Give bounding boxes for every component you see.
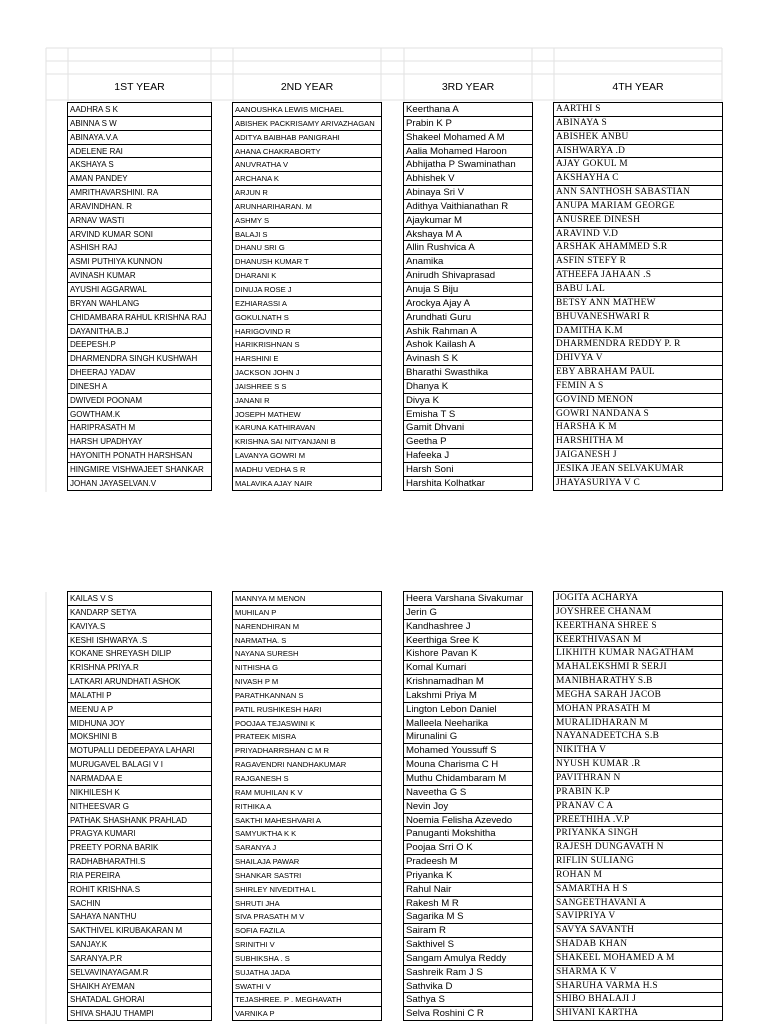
student-name-cell: Hafeeka J — [404, 449, 532, 463]
top-year1-column — [67, 102, 212, 491]
student-name-cell: SHIVANI KARTHA — [554, 1007, 722, 1021]
student-name-cell: Rakesh M R — [404, 897, 532, 911]
student-name-cell: NAYANADEETCHA S.B — [554, 730, 722, 744]
student-name-cell: PARATHKANNAN S — [233, 689, 381, 703]
student-name-cell: Noemia Felisha Azevedo — [404, 814, 532, 828]
student-name-cell: ARUNHARIHARAN. M — [233, 200, 381, 214]
student-name-cell: BALAJI S — [233, 228, 381, 242]
student-name-cell: Kishore Pavan K — [404, 647, 532, 661]
student-name-cell: RAJESH DUNGAVATH N — [554, 841, 722, 855]
student-name-cell: DHARMENDRA SINGH KUSHWAH — [68, 352, 211, 366]
student-name-cell: Sakthivel S — [404, 938, 532, 952]
student-name-cell: Mirunalini G — [404, 730, 532, 744]
student-name-cell: Dhanya K — [404, 380, 532, 394]
student-name-cell: SELVAVINAYAGAM.R — [68, 966, 211, 980]
student-name-cell: NARENDHIRAN M — [233, 620, 381, 634]
student-name-cell: SIVA PRASATH M V — [233, 910, 381, 924]
student-name-cell: SARANYA.P.R — [68, 952, 211, 966]
student-name-cell: SHARUHA VARMA H.S — [554, 980, 722, 994]
student-name-cell: Nevin Joy — [404, 800, 532, 814]
student-name-cell: KESHI ISHWARYA .S — [68, 634, 211, 648]
student-name-cell: Keerthana A — [404, 103, 532, 117]
student-name-cell: ASMI PUTHIYA KUNNON — [68, 255, 211, 269]
student-name-cell: DHEERAJ YADAV — [68, 366, 211, 380]
student-name-cell: Kandhashree J — [404, 620, 532, 634]
student-name-cell: JACKSON JOHN J — [233, 366, 381, 380]
student-name-cell: EZHIARASSI A — [233, 297, 381, 311]
student-name-cell: Jerin G — [404, 606, 532, 620]
student-name-cell: JOGITA ACHARYA — [554, 592, 722, 606]
student-name-cell: Emisha T S — [404, 408, 532, 422]
student-name-cell: RAJGANESH S — [233, 772, 381, 786]
student-name-cell: SAMYUKTHA K K — [233, 827, 381, 841]
student-name-cell: SAMARTHA H S — [554, 883, 722, 897]
student-name-cell: MAHALEKSHMI R SERJI — [554, 661, 722, 675]
student-name-cell: HARIPRASATH M — [68, 421, 211, 435]
student-name-cell: ATHEEFA JAHAAN .S — [554, 269, 722, 283]
student-name-cell: SANJAY.K — [68, 938, 211, 952]
student-name-cell: PREETHIHA .V.P — [554, 814, 722, 828]
student-name-cell: SAVYA SAVANTH — [554, 924, 722, 938]
student-name-cell: ARAVINDHAN. R — [68, 200, 211, 214]
student-name-cell: SHARMA K V — [554, 966, 722, 980]
student-name-cell: Panuganti Mokshitha — [404, 827, 532, 841]
student-name-cell: SUJATHA JADA — [233, 966, 381, 980]
student-name-cell: NITHEESVAR G — [68, 800, 211, 814]
student-name-cell: Muthu Chidambaram M — [404, 772, 532, 786]
student-name-cell: SHIBO BHALAJI J — [554, 993, 722, 1007]
student-name-cell: Shakeel Mohamed A M — [404, 131, 532, 145]
student-name-cell: DEEPESH.P — [68, 338, 211, 352]
student-name-cell: NIKHILESH K — [68, 786, 211, 800]
student-name-cell: Sairam R — [404, 924, 532, 938]
student-name-cell: MOHAN PRASATH M — [554, 703, 722, 717]
student-name-cell: NARMADAA E — [68, 772, 211, 786]
student-name-cell: KOKANE SHREYASH DILIP — [68, 647, 211, 661]
student-name-cell: ABISHEK PACKRISAMY ARIVAZHAGAN — [233, 117, 381, 131]
student-name-cell: HARIGOVIND R — [233, 325, 381, 339]
header-year3: 3RD YEAR — [441, 81, 495, 93]
student-name-cell: Pradeesh M — [404, 855, 532, 869]
student-name-cell: SHIVA SHAJU THAMPI — [68, 1007, 211, 1021]
student-name-cell: ANUPA MARIAM GEORGE — [554, 200, 722, 214]
student-name-cell: NARMATHA. S — [233, 634, 381, 648]
student-name-cell: Sagarika M S — [404, 910, 532, 924]
student-name-cell: DHANU SRI G — [233, 241, 381, 255]
student-name-cell: MURUGAVEL BALAGI V I — [68, 758, 211, 772]
student-name-cell: Divya K — [404, 394, 532, 408]
student-name-cell: NIKITHA V — [554, 744, 722, 758]
student-name-cell: PRIYADHARRSHAN C M R — [233, 744, 381, 758]
student-name-cell: AVINASH KUMAR — [68, 269, 211, 283]
student-name-cell: KRISHNA PRIYA.R — [68, 661, 211, 675]
header-year2: 2ND YEAR — [280, 81, 334, 93]
student-name-cell: Sathvika D — [404, 980, 532, 994]
student-name-cell: JHAYASURIYA V C — [554, 477, 722, 491]
student-name-cell: Geetha P — [404, 435, 532, 449]
student-name-cell: HARSHITHA M — [554, 435, 722, 449]
student-name-cell: ARCHANA K — [233, 172, 381, 186]
student-name-cell: Harshita Kolhatkar — [404, 477, 532, 491]
student-name-cell: SACHIN — [68, 897, 211, 911]
student-name-cell: DINESH A — [68, 380, 211, 394]
student-name-cell: AKSHAYA S — [68, 158, 211, 172]
student-name-cell: Lakshmi Priya M — [404, 689, 532, 703]
student-name-cell: AJAY GOKUL M — [554, 158, 722, 172]
student-name-cell: ARAVIND V.D — [554, 228, 722, 242]
student-name-cell: CHIDAMBARA RAHUL KRISHNA RAJ — [68, 311, 211, 325]
student-name-cell: SAVIPRIYA V — [554, 910, 722, 924]
student-name-cell: HARSH UPADHYAY — [68, 435, 211, 449]
student-name-cell: LAVANYA GOWRI M — [233, 449, 381, 463]
student-name-cell: MEENU A P — [68, 703, 211, 717]
student-name-cell: Prabin K P — [404, 117, 532, 131]
student-name-cell: Rahul Nair — [404, 883, 532, 897]
student-name-cell: Selva Roshini C R — [404, 1007, 532, 1021]
student-name-cell: Anuja S Biju — [404, 283, 532, 297]
student-name-cell: Mouna Charisma C H — [404, 758, 532, 772]
student-name-cell: Sangam Amulya Reddy — [404, 952, 532, 966]
student-name-cell: PRATEEK MISRA — [233, 730, 381, 744]
bottom-year1-column — [67, 591, 212, 1021]
student-name-cell: EBY ABRAHAM PAUL — [554, 366, 722, 380]
student-name-cell: BABU LAL — [554, 283, 722, 297]
student-name-cell: Anamika — [404, 255, 532, 269]
student-name-cell: Abinaya Sri V — [404, 186, 532, 200]
student-name-cell: DHARANI K — [233, 269, 381, 283]
student-name-cell: Akshaya M A — [404, 228, 532, 242]
student-name-cell: DWIVEDI POONAM — [68, 394, 211, 408]
student-name-cell: JAIGANESH J — [554, 449, 722, 463]
student-name-cell: Mohamed Youssuff S — [404, 744, 532, 758]
student-name-cell: Ashok Kailash A — [404, 338, 532, 352]
student-name-cell: Naveetha G S — [404, 786, 532, 800]
student-name-cell: BETSY ANN MATHEW — [554, 297, 722, 311]
student-name-cell: BRYAN WAHLANG — [68, 297, 211, 311]
student-name-cell: MALAVIKA AJAY NAIR — [233, 477, 381, 491]
student-name-cell: JOHAN JAYASELVAN.V — [68, 477, 211, 491]
student-name-cell: GOWRI NANDANA S — [554, 408, 722, 422]
student-name-cell: AANOUSHKA LEWIS MICHAEL — [233, 103, 381, 117]
student-name-cell: KARUNA KATHIRAVAN — [233, 421, 381, 435]
student-name-cell: KEERTHIVASAN M — [554, 634, 722, 648]
student-name-cell: KAVIYA.S — [68, 620, 211, 634]
student-name-cell: ADELENE RAI — [68, 145, 211, 159]
student-name-cell: HARSHA K M — [554, 421, 722, 435]
bottom-year2-column — [232, 591, 382, 1021]
student-name-cell: Allin Rushvica A — [404, 241, 532, 255]
student-name-cell: SHAILAJA PAWAR — [233, 855, 381, 869]
student-name-cell: ANUSREE DINESH — [554, 214, 722, 228]
bottom-year3-column — [403, 591, 533, 1021]
student-name-cell: AADHRA S K — [68, 103, 211, 117]
student-name-cell: ASHISH RAJ — [68, 241, 211, 255]
student-name-cell: JANANI R — [233, 394, 381, 408]
student-name-cell: Aalia Mohamed Haroon — [404, 145, 532, 159]
student-name-cell: MOKSHINI B — [68, 730, 211, 744]
student-name-cell: LATKARI ARUNDHATI ASHOK — [68, 675, 211, 689]
student-name-cell: AISHWARYA .D — [554, 145, 722, 159]
student-name-cell: JOYSHREE CHANAM — [554, 606, 722, 620]
student-name-cell: DAYANITHA.B.J — [68, 325, 211, 339]
student-name-cell: Lington Lebon Daniel — [404, 703, 532, 717]
student-name-cell: RITHIKA A — [233, 800, 381, 814]
student-name-cell: GOWTHAM.K — [68, 408, 211, 422]
student-name-cell: PREETY PORNA BARIK — [68, 841, 211, 855]
student-name-cell: Sashreik Ram J S — [404, 966, 532, 980]
student-name-cell: SHAKEEL MOHAMED A M — [554, 952, 722, 966]
student-name-cell: AMRITHAVARSHINI. RA — [68, 186, 211, 200]
student-name-cell: PATHAK SHASHANK PRAHLAD — [68, 814, 211, 828]
student-name-cell: Arockya Ajay A — [404, 297, 532, 311]
student-name-cell: DHIVYA V — [554, 352, 722, 366]
student-name-cell: ROHIT KRISHNA.S — [68, 883, 211, 897]
student-name-cell: POOJAA TEJASWINI K — [233, 717, 381, 731]
student-name-cell: MIDHUNA JOY — [68, 717, 211, 731]
student-name-cell: AKSHAYHA C — [554, 172, 722, 186]
student-name-cell: Komal Kumari — [404, 661, 532, 675]
student-name-cell: MANNYA M MENON — [233, 592, 381, 606]
student-name-cell: HARSHINI E — [233, 352, 381, 366]
student-name-cell: Krishnamadhan M — [404, 675, 532, 689]
student-name-cell: NYUSH KUMAR .R — [554, 758, 722, 772]
student-name-cell: RIA PEREIRA — [68, 869, 211, 883]
student-name-cell: SHIRLEY NIVEDITHA L — [233, 883, 381, 897]
student-name-cell: RAGAVENDRI NANDHAKUMAR — [233, 758, 381, 772]
student-name-cell: NIVASH P M — [233, 675, 381, 689]
student-name-cell: ANUVRATHA V — [233, 158, 381, 172]
student-name-cell: LIKHITH KUMAR NAGATHAM — [554, 647, 722, 661]
student-name-cell: Harsh Soni — [404, 463, 532, 477]
student-name-cell: Malleela Neeharika — [404, 717, 532, 731]
student-name-cell: NAYANA SURESH — [233, 647, 381, 661]
bottom-year4-column — [553, 591, 723, 1021]
student-name-cell: Arundhati Guru — [404, 311, 532, 325]
student-name-cell: SANGEETHAVANI A — [554, 897, 722, 911]
student-name-cell: Heera Varshana Sivakumar — [404, 592, 532, 606]
student-name-cell: ARJUN R — [233, 186, 381, 200]
student-name-cell: PRABIN K.P — [554, 786, 722, 800]
student-name-cell: DINUJA ROSE J — [233, 283, 381, 297]
student-name-cell: SHAIKH AYEMAN — [68, 980, 211, 994]
student-name-cell: Bharathi Swasthika — [404, 366, 532, 380]
header-year4: 4TH YEAR — [612, 81, 664, 93]
student-name-cell: SWATHI V — [233, 980, 381, 994]
student-name-cell: Sathya S — [404, 993, 532, 1007]
student-name-cell: MADHU VEDHA S R — [233, 463, 381, 477]
student-name-cell: ARSHAK AHAMMED S.R — [554, 241, 722, 255]
student-name-cell: TEJASHREE. P . MEGHAVATH — [233, 993, 381, 1007]
student-name-cell: PAVITHRAN N — [554, 772, 722, 786]
student-name-cell: MURALIDHARAN M — [554, 717, 722, 731]
student-name-cell: PRAGYA KUMARI — [68, 827, 211, 841]
student-name-cell: Gamit Dhvani — [404, 421, 532, 435]
top-year4-column — [553, 102, 723, 491]
student-name-cell: Keerthiga Sree K — [404, 634, 532, 648]
student-name-cell: SAHAYA NANTHU — [68, 910, 211, 924]
student-name-cell: SHANKAR SASTRI — [233, 869, 381, 883]
student-name-cell: DHARMENDRA REDDY P. R — [554, 338, 722, 352]
student-name-cell: SAKTHIVEL KIRUBAKARAN M — [68, 924, 211, 938]
student-name-cell: MEGHA SARAH JACOB — [554, 689, 722, 703]
student-name-cell: Adithya Vaithianathan R — [404, 200, 532, 214]
student-name-cell: AHANA CHAKRABORTY — [233, 145, 381, 159]
student-name-cell: AARTHI S — [554, 103, 722, 117]
student-name-cell: RADHABHARATHI.S — [68, 855, 211, 869]
student-name-cell: ABINAYA.V.A — [68, 131, 211, 145]
student-name-cell: Avinash S K — [404, 352, 532, 366]
student-name-cell: PATIL RUSHIKESH HARI — [233, 703, 381, 717]
header-year1: 1ST YEAR — [114, 81, 165, 93]
student-name-cell: HAYONITH PONATH HARSHSAN — [68, 449, 211, 463]
student-name-cell: KRISHNA SAI NITYANJANI B — [233, 435, 381, 449]
student-name-cell: HINGMIRE VISHWAJEET SHANKAR — [68, 463, 211, 477]
student-name-cell: NITHISHA G — [233, 661, 381, 675]
student-name-cell: DAMITHA K.M — [554, 325, 722, 339]
top-year2-column — [232, 102, 382, 491]
student-name-cell: SHATADAL GHORAI — [68, 993, 211, 1007]
student-name-cell: ADITYA BAIBHAB PANIGRAHI — [233, 131, 381, 145]
student-name-cell: Abhijatha P Swaminathan — [404, 158, 532, 172]
student-name-cell: GOVIND MENON — [554, 394, 722, 408]
student-name-cell: Ajaykumar M — [404, 214, 532, 228]
student-name-cell: ARVIND KUMAR SONI — [68, 228, 211, 242]
student-name-cell: AYUSHI AGGARWAL — [68, 283, 211, 297]
student-name-cell: DHANUSH KUMAR T — [233, 255, 381, 269]
student-name-cell: JESIKA JEAN SELVAKUMAR — [554, 463, 722, 477]
student-name-cell: SARANYA J — [233, 841, 381, 855]
student-name-cell: HARIKRISHNAN S — [233, 338, 381, 352]
student-name-cell: KANDARP SETYA — [68, 606, 211, 620]
student-name-cell: VARNIKA P — [233, 1007, 381, 1021]
student-name-cell: Poojaa Srri O K — [404, 841, 532, 855]
student-name-cell: ARNAV WASTI — [68, 214, 211, 228]
student-name-cell: Ashik Rahman A — [404, 325, 532, 339]
student-name-cell: SHRUTI JHA — [233, 897, 381, 911]
student-name-cell: JAISHREE S S — [233, 380, 381, 394]
student-name-cell: ASHMY S — [233, 214, 381, 228]
student-name-cell: SRINITHI V — [233, 938, 381, 952]
student-name-cell: GOKULNATH S — [233, 311, 381, 325]
student-name-cell: Abhishek V — [404, 172, 532, 186]
student-name-cell: ANN SANTHOSH SABASTIAN — [554, 186, 722, 200]
student-name-cell: JOSEPH MATHEW — [233, 408, 381, 422]
student-name-cell: AMAN PANDEY — [68, 172, 211, 186]
student-name-cell: MALATHI P — [68, 689, 211, 703]
student-name-cell: ABINNA S W — [68, 117, 211, 131]
student-name-cell: KEERTHANA SHREE S — [554, 620, 722, 634]
student-name-cell: Priyanka K — [404, 869, 532, 883]
student-name-cell: PRIYANKA SINGH — [554, 827, 722, 841]
student-name-cell: MOTUPALLI DEDEEPAYA LAHARI — [68, 744, 211, 758]
student-name-cell: FEMIN A S — [554, 380, 722, 394]
student-name-cell: Anirudh Shivaprasad — [404, 269, 532, 283]
student-name-cell: ASFIN STEFY R — [554, 255, 722, 269]
top-year3-column — [403, 102, 533, 491]
student-name-cell: RAM MUHILAN K V — [233, 786, 381, 800]
student-name-cell: MUHILAN P — [233, 606, 381, 620]
student-name-cell: ABINAYA S — [554, 117, 722, 131]
student-name-cell: RIFLIN SULIANG — [554, 855, 722, 869]
student-name-cell: KAILAS V S — [68, 592, 211, 606]
student-name-cell: MANIBHARATHY S.B — [554, 675, 722, 689]
student-name-cell: SHADAB KHAN — [554, 938, 722, 952]
student-name-cell: ABISHEK ANBU — [554, 131, 722, 145]
student-name-cell: BHUVANESHWARI R — [554, 311, 722, 325]
student-name-cell: PRANAV C A — [554, 800, 722, 814]
student-name-cell: SOFIA FAZILA — [233, 924, 381, 938]
student-name-cell: SAKTHI MAHESHVARI A — [233, 814, 381, 828]
student-name-cell: SUBHIKSHA . S — [233, 952, 381, 966]
student-name-cell: ROHAN M — [554, 869, 722, 883]
